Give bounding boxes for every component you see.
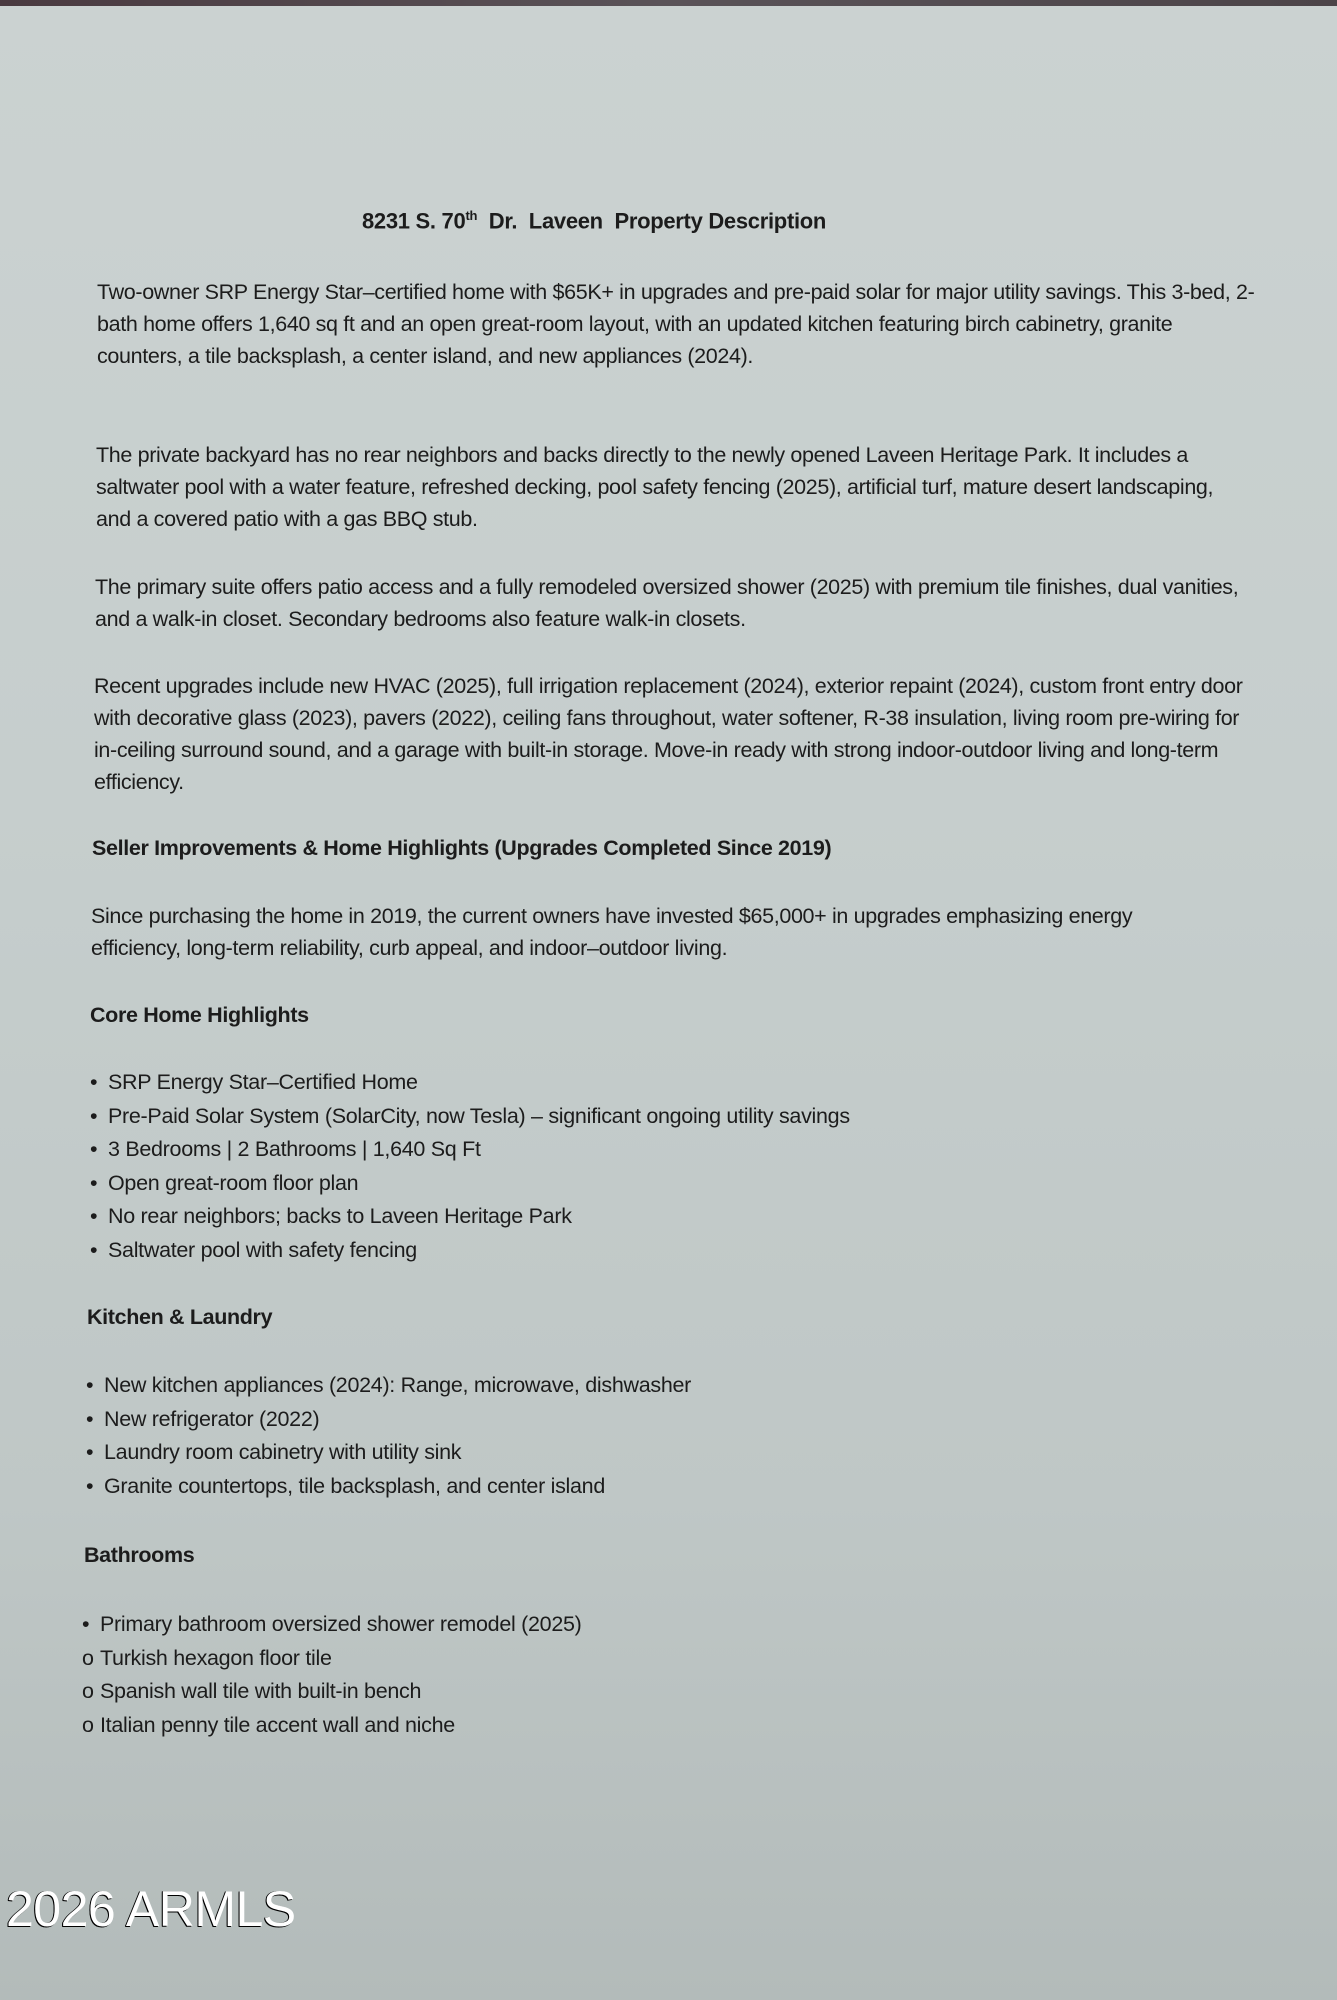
title-rest: Dr. Laveen Property Description — [477, 208, 827, 234]
list-item-text: Pre-Paid Solar System (SolarCity, now Tesla) – significant ongoing utility savings — [108, 1103, 850, 1128]
list-item — [90, 1100, 850, 1134]
bullet-marker: • — [90, 1070, 98, 1094]
title-ordinal-suffix: th — [465, 208, 478, 223]
list-item-text: Turkish hexagon floor tile — [100, 1645, 332, 1670]
list-item-text: Laundry room cabinetry with utility sink — [104, 1440, 462, 1464]
core-highlights-list — [90, 1066, 850, 1267]
bullet-marker: • — [90, 1170, 98, 1195]
list-item — [90, 1167, 850, 1201]
paragraph-primary-suite: The primary suite offers patio access and a fully remodeled oversized shower (2025) with premium tile finishes, dual vanities, and a walk-in closet. Secondary bedrooms also feature walk-in closets. — [95, 575, 1239, 631]
list-item-text: Italian penny tile accent wall and niche — [100, 1712, 455, 1737]
core-highlights-heading: Core Home Highlights — [90, 1003, 309, 1027]
sub-bullet-marker: o — [82, 1712, 94, 1737]
list-item-text: Saltwater pool with safety fencing — [108, 1237, 417, 1262]
bathrooms-heading: Bathrooms — [84, 1543, 195, 1567]
list-item — [86, 1403, 691, 1437]
paragraph-recent-upgrades: Recent upgrades include new HVAC (2025), full irrigation replacement (2024), exterior repaint (2024), custom front entry door with decorative glass (2023), pavers (2022), ceiling fans throughout, water softener, R-38 insulation, living room pre-wiring for in-ceiling surround sound, and a garage with built-in storage. Move-in ready with strong indoor-outdoor living and long-term efficiency. — [94, 674, 1243, 794]
armls-watermark: 2026 ARMLS — [6, 1881, 296, 1937]
list-item — [82, 1608, 582, 1642]
list-item — [90, 1133, 850, 1167]
list-item — [86, 1436, 691, 1470]
list-item-text: Primary bathroom oversized shower remodel (2025) — [100, 1612, 582, 1636]
list-item — [82, 1642, 582, 1676]
seller-improvements-heading: Seller Improvements & Home Highlights (Upgrades Completed Since 2019) — [92, 836, 832, 860]
list-item-text: No rear neighbors; backs to Laveen Heritage Park — [108, 1204, 572, 1228]
document-title — [362, 208, 826, 234]
seller-improvements-intro: Since purchasing the home in 2019, the current owners have invested $65,000+ in upgrades emphasizing energy efficiency, long-term reliability, curb appeal, and indoor–outdoor living. — [91, 904, 1133, 960]
bullet-marker: • — [86, 1373, 94, 1397]
bathrooms-list — [82, 1608, 582, 1742]
title-address-number: 8231 S. 70 — [362, 208, 466, 234]
sub-bullet-marker: o — [82, 1679, 94, 1703]
list-item-text: SRP Energy Star–Certified Home — [108, 1070, 418, 1094]
list-item — [90, 1066, 850, 1100]
list-item — [86, 1369, 691, 1403]
bullet-marker: • — [86, 1473, 94, 1498]
list-item — [86, 1470, 691, 1504]
list-item-text: Granite countertops, tile backsplash, and center island — [104, 1473, 605, 1498]
bullet-marker: • — [82, 1612, 90, 1636]
list-item — [82, 1675, 582, 1709]
list-item-text: 3 Bedrooms | 2 Bathrooms | 1,640 Sq Ft — [108, 1137, 481, 1161]
list-item-text: Spanish wall tile with built-in bench — [100, 1679, 422, 1703]
list-item — [90, 1200, 850, 1234]
bullet-marker: • — [90, 1103, 98, 1128]
sub-bullet-marker: o — [82, 1645, 94, 1670]
paragraph-backyard: The private backyard has no rear neighbors and backs directly to the newly opened Laveen Heritage Park. It includes a saltwater pool with a water feature, refreshed decking, pool safety fencing (2025), artificial turf, mature desert landscaping, and a covered patio with a gas BBQ stub. — [96, 443, 1214, 531]
bullet-marker: • — [90, 1137, 98, 1161]
list-item — [90, 1234, 850, 1268]
list-item-text: New kitchen appliances (2024): Range, microwave, dishwasher — [104, 1373, 691, 1397]
kitchen-laundry-heading: Kitchen & Laundry — [87, 1305, 273, 1329]
bullet-marker: • — [86, 1440, 94, 1464]
list-item-text: New refrigerator (2022) — [104, 1406, 320, 1431]
bullet-marker: • — [90, 1237, 98, 1262]
paragraph-overview: Two-owner SRP Energy Star–certified home with $65K+ in upgrades and pre-paid solar for major utility savings. This 3-bed, 2-bath home offers 1,640 sq ft and an open great-room layout, with an updated kitchen featuring birch cabinetry, granite counters, a tile backsplash, a center island, and new appliances (2024). — [97, 280, 1255, 368]
bullet-marker: • — [86, 1406, 94, 1431]
bullet-marker: • — [90, 1204, 98, 1228]
list-item — [82, 1709, 582, 1743]
list-item-text: Open great-room floor plan — [108, 1170, 359, 1195]
kitchen-laundry-list — [86, 1369, 691, 1503]
